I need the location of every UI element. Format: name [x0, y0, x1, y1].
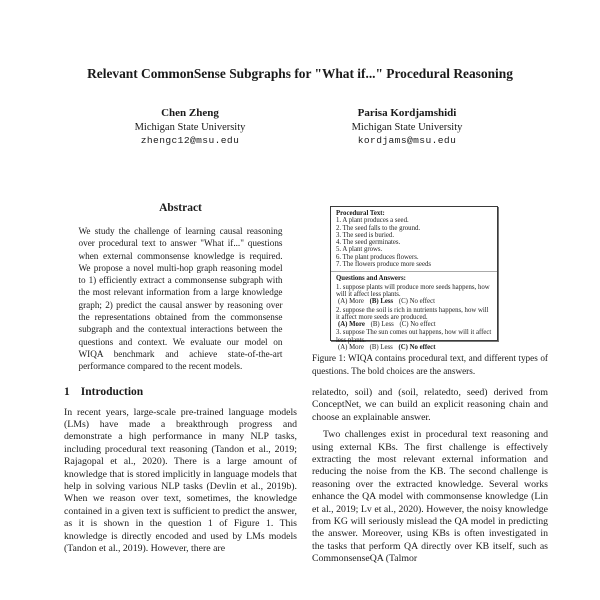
procedural-step: 6. The plant produces flowers.: [336, 253, 419, 261]
procedural-step: 1. A plant produces a seed.: [336, 217, 409, 225]
body-paragraph-continuation: relatedto, soil) and (soil, relatedto, seed) derived from ConceptNet, we can build an explicit reasoning chain and choose an explainable answer.: [312, 387, 548, 423]
figure-1-box: [330, 206, 498, 352]
question-text: 3. suppose The sun comes out happens, how will it affect less plants.: [336, 329, 492, 344]
section-number: 1: [64, 385, 70, 398]
author-email: zhengc12@msu.edu: [140, 135, 240, 146]
answer-option: (A) More: [338, 321, 365, 329]
abstract-text: We study the challenge of learning causal reasoning over procedural text to answer "What if..." questions when external commonsense knowledge is required. We propose a novel multi-hop graph reasoning model to 1) efficiently extract a commonsense subgraph with the most relevant information from a large knowledge graph; 2) predict the causal answer by reasoning over the representations obtained from the commonsense subgraph and the contextual interactions between the questions and context. We evaluate our model on WIQA benchmark and achieve state-of-the-art performance compared to the recent models.: [78, 226, 283, 372]
author-affiliation: Michigan State University: [351, 121, 463, 133]
answer-option: (A) More: [338, 344, 364, 352]
procedural-text-section: [331, 207, 497, 271]
section-title: Introduction: [80, 385, 144, 398]
paper-title: Relevant CommonSense Subgraphs for "What if..." Procedural Reasoning: [87, 66, 513, 81]
author-affiliation: Michigan State University: [134, 121, 246, 133]
answer-option: (C) No effect: [399, 321, 436, 329]
qa-item: [336, 329, 492, 351]
procedural-step: 7. The flowers produce more seeds: [336, 261, 432, 269]
qa-item: [336, 307, 492, 329]
answer-options: [336, 321, 492, 328]
answer-options: [336, 298, 492, 305]
answer-option: (C) No effect: [398, 344, 436, 352]
abstract-heading: Abstract: [159, 202, 202, 214]
procedural-text-heading: Procedural Text:: [336, 210, 385, 217]
answer-option: (B) Less: [369, 298, 394, 306]
questions-answers-heading: Questions and Answers:: [336, 275, 406, 283]
answer-option: (B) Less: [370, 321, 394, 329]
procedural-step: 3. The seed is buried.: [336, 231, 395, 239]
procedural-step: 4. The seed germinates.: [336, 239, 401, 247]
author-block-1: [95, 107, 285, 148]
answer-option: (C) No effect: [398, 298, 435, 306]
answer-options: [336, 344, 492, 351]
question-text: 1. suppose plants will produce more seeds happens, how will it affect less plants.: [336, 283, 490, 298]
intro-paragraph: In recent years, large-scale pre-trained language models (LMs) have made a breakthrough progress and demonstrate a high performance in many NLP tasks, including procedural text reasoning (Tandon et al., 2019; Rajagopal et al., 2020). There is a large amount of knowledge that is stored implicitly in language models that help in solving various NLP tasks (Devlin et al., 2019b). When we reason over text, sometimes, the knowledge contained in a given text is sufficient to predict the answer, as it is shown in the question 1 of Figure 1. This knowledge is directly encoded and used by LMs models (Tandon et al., 2019). However, there are: [64, 406, 297, 555]
qa-item: [336, 284, 492, 306]
author-name: Chen Zheng: [161, 107, 219, 119]
answer-option: (A) More: [338, 298, 364, 306]
question-text: 2. suppose the soil is rich in nutrients happens, how will it affect more seeds are produced.: [336, 306, 489, 321]
procedural-step: 5. A plant grows.: [336, 246, 383, 254]
answer-option: (B) Less: [369, 344, 393, 352]
right-column: [312, 206, 548, 566]
figure-1-caption: Figure 1: WIQA contains procedural text, and different types of questions. The bold choices are the answers.: [312, 353, 548, 376]
author-name: Parisa Kordjamshidi: [357, 107, 457, 119]
questions-answers-section: [331, 272, 497, 354]
section-heading-introduction: [64, 386, 297, 398]
author-block-2: [312, 107, 502, 148]
author-email: kordjams@msu.edu: [357, 135, 457, 146]
left-column: [64, 202, 297, 555]
procedural-step: 2. The seed falls to the ground.: [336, 224, 421, 232]
body-paragraph-two: Two challenges exist in procedural text reasoning and using external KBs. The first challenge is effectively extracting the most relevant external information and reducing the noise from the KB. The second challenge is reasoning over the extracted knowledge. Several works enhance the QA model with commonsense knowledge (Lin et al., 2019; Lv et al., 2020). However, the noisy knowledge from KG will seriously mislead the QA model in predicting the answer. Moreover, using KBs is often investigated in the tasks that perform QA directly over KB itself, such as CommonsenseQA (Talmor: [312, 429, 548, 565]
